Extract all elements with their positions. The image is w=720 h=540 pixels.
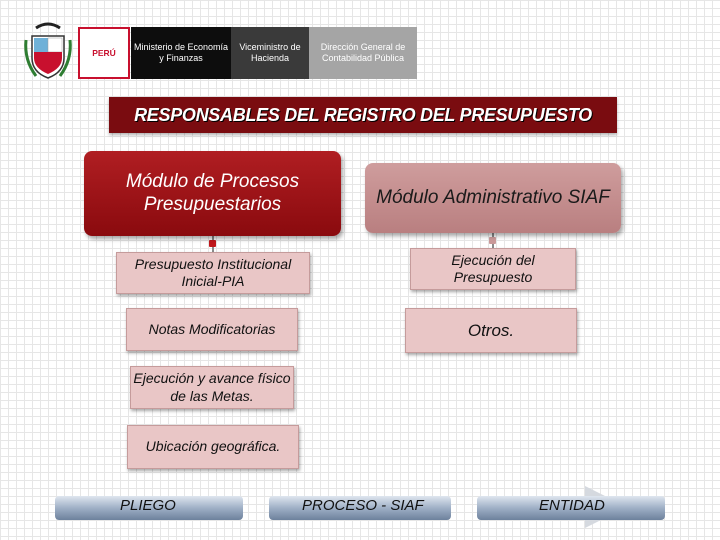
item-presupuesto-pia: Presupuesto Institucional Inicial-PIA (116, 252, 310, 294)
item-ubicacion-geografica: Ubicación geográfica. (127, 425, 299, 469)
axis-label-pliego: PLIEGO (120, 497, 176, 514)
header-directorate-label: Dirección General de Contabilidad Pública (309, 27, 417, 79)
item-notas-modificatorias: Notas Modificatorias (126, 308, 298, 351)
header-country-label: PERÚ (78, 27, 130, 79)
header-vice-ministry-label: Viceministro de Hacienda (231, 27, 309, 79)
module-administrativo-siaf: Módulo Administrativo SIAF (365, 163, 621, 233)
module-procesos-presupuestarios: Módulo de Procesos Presupuestarios (84, 151, 341, 236)
item-ejecucion-avance-metas: Ejecución y avance físico de las Metas. (130, 366, 294, 409)
item-ejecucion-presupuesto: Ejecución del Presupuesto (410, 248, 576, 290)
axis-label-proceso-siaf: PROCESO - SIAF (302, 497, 424, 514)
axis-label-entidad: ENTIDAD (539, 497, 605, 514)
item-otros: Otros. (405, 308, 577, 353)
left-connector-dot (209, 240, 216, 247)
header-ministry-label: Ministerio de Economía y Finanzas (131, 27, 231, 79)
page-title: RESPONSABLES DEL REGISTRO DEL PRESUPUESTO (109, 97, 617, 133)
coat-of-arms-icon (22, 20, 74, 82)
right-connector-dot (489, 237, 496, 244)
